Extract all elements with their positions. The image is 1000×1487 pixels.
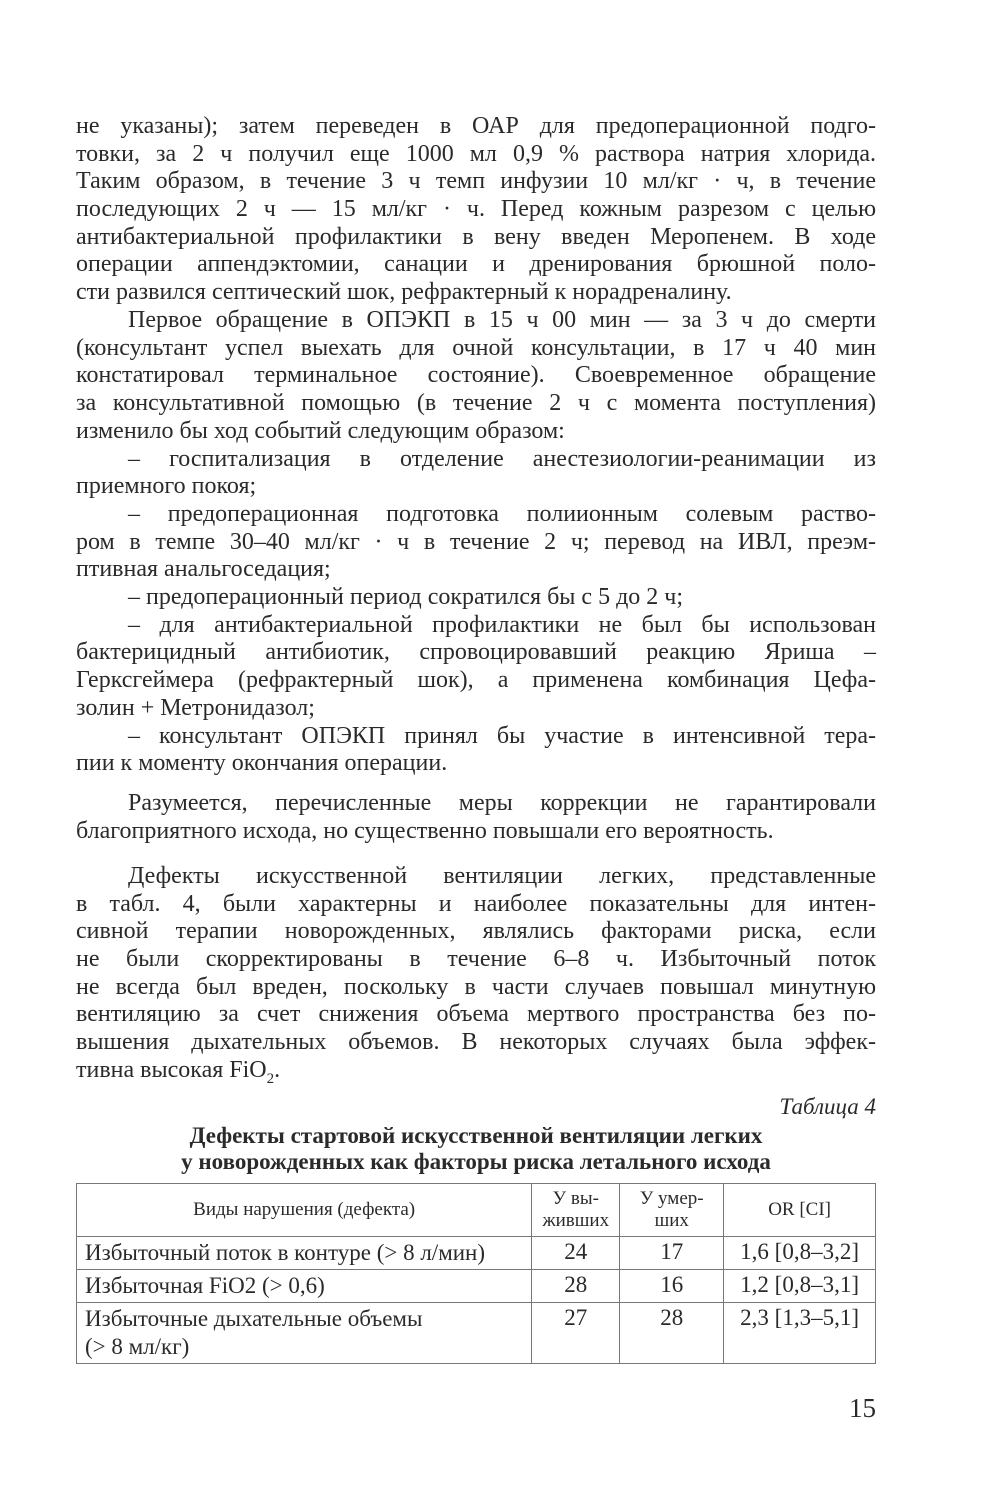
text-line: ром в темпе 30–40 мл/кг · ч в течение 2 ч; перевод на ИВЛ, преэм- (76, 528, 876, 555)
column-header: У умер- ших (620, 1184, 724, 1237)
paragraph (76, 612, 876, 723)
paragraph (76, 446, 876, 501)
text-line: Таким образом, в течение 3 ч темп инфузии 10 мл/кг · ч, в течение (76, 168, 876, 195)
table-cell: 28 (532, 1270, 620, 1303)
paragraph (76, 790, 876, 845)
text-line: (консультант успел выехать для очной консультации, в 17 ч 40 мин (76, 334, 876, 361)
table-cell: 16 (620, 1270, 724, 1303)
paragraph (76, 584, 876, 612)
text-line: не всегда был вреден, поскольку в части случаев повышал минутную (76, 973, 876, 1000)
text-line: Разумеется, перечисленные меры коррекции не гарантировали (128, 790, 876, 816)
table-cell: 1,6 [0,8–3,2] (724, 1237, 876, 1270)
text-line: пии к моменту окончания операции. (76, 750, 448, 777)
text-line: антибактериальной профилактики в вену введен Меропенем. В ходе (76, 223, 876, 250)
text-line: приемного покоя; (76, 473, 257, 500)
column-header: У вы- живших (532, 1184, 620, 1237)
paragraph (76, 501, 876, 584)
text-line: вышения дыхательных объемов. В некоторых случаях была эффек- (76, 1029, 876, 1056)
text-line: птивная анальгоседация; (76, 556, 331, 583)
text-line: последующих 2 ч — 15 мл/кг · ч. Перед кожным разрезом с целью (76, 196, 876, 223)
text-line: Герксгеймера (рефрактерный шок), а применена комбинация Цефа- (76, 667, 876, 694)
paragraph (76, 863, 876, 1085)
text-line: благоприятного исхода, но существенно повышали его вероятность. (76, 817, 774, 844)
table-cell: 1,2 [0,8–3,1] (724, 1270, 876, 1303)
text-line: операции аппендэктомии, санации и дренирования брюшной поло- (76, 251, 876, 278)
table-cell: Избыточные дыхательные объемы (> 8 мл/кг) (77, 1303, 532, 1364)
text-line: золин + Метронидазол; (76, 694, 315, 721)
table-title-line: Дефекты стартовой искусственной вентиляции легких (189, 1123, 763, 1148)
table-cell: Избыточный поток в контуре (> 8 л/мин) (77, 1237, 532, 1270)
text-line: – предоперационный период сократился бы с 5 до 2 ч; (128, 584, 684, 610)
paragraph (76, 307, 876, 445)
risk-factors-table (76, 1183, 876, 1364)
table-cell: 2,3 [1,3–5,1] (724, 1303, 876, 1364)
text-line: Первое обращение в ОПЭКП в 15 ч 00 мин — за 3 ч до смерти (128, 307, 876, 333)
text-line: – для антибактериальной профилактики не был бы использован (128, 611, 876, 638)
text-line: Дефекты искусственной вентиляции легких, представленные (128, 863, 876, 889)
table-cell: Избыточная FiO2 (> 0,6) (77, 1270, 532, 1303)
table-cell: 24 (532, 1237, 620, 1270)
table-row (77, 1270, 876, 1303)
text-line: тивна высокая FiO$_2$. (76, 1056, 281, 1087)
text-line: не указаны); затем переведен в ОАР для предоперационной подго- (76, 113, 876, 139)
table-caption: Таблица 4 (779, 1094, 876, 1119)
text-line: – консультант ОПЭКП принял бы участие в интенсивной тера- (128, 722, 876, 749)
text-line: констатировал терминальное состояние). Своевременное обращение (76, 362, 876, 389)
text-line: изменило бы ход событий следующим образом: (76, 417, 565, 444)
paragraph (76, 113, 876, 307)
text-line: сти развился септический шок, рефрактерный к норадреналину. (76, 279, 732, 306)
paragraph (76, 723, 876, 778)
table-row (77, 1237, 876, 1270)
page-number: 15 (849, 1393, 876, 1423)
text-line: сивной терапии новорожденных, являлись факторами риска, если (76, 918, 876, 945)
text-line: за консультативной помощью (в течение 2 ч с момента поступления) (76, 390, 876, 417)
table-row (77, 1303, 876, 1364)
text-line: не были скорректированы в течение 6–8 ч. Избыточный поток (76, 946, 876, 973)
table-cell: 17 (620, 1237, 724, 1270)
text-line: в табл. 4, были характерны и наиболее показательны для интен- (76, 890, 876, 917)
text-line: вентиляцию за счет снижения объема мертвого пространства без по- (76, 1001, 876, 1028)
text-line: бактерицидный антибиотик, спровоцировавший реакцию Яриша – (76, 639, 876, 666)
text-line: – предоперационная подготовка полиионным солевым раство- (128, 501, 876, 527)
column-header: Виды нарушения (дефекта) (77, 1184, 532, 1237)
table-title (76, 1123, 876, 1175)
text-line: – госпитализация в отделение анестезиологии-реанимации из (128, 445, 876, 472)
column-header: OR [CI] (724, 1184, 876, 1237)
table-cell: 28 (620, 1303, 724, 1364)
text-line: товки, за 2 ч получил еще 1000 мл 0,9 % раствора натрия хлорида. (76, 140, 876, 167)
table-title-line: у новорожденных как факторы риска летального исхода (181, 1149, 771, 1174)
table-cell: 27 (532, 1303, 620, 1364)
